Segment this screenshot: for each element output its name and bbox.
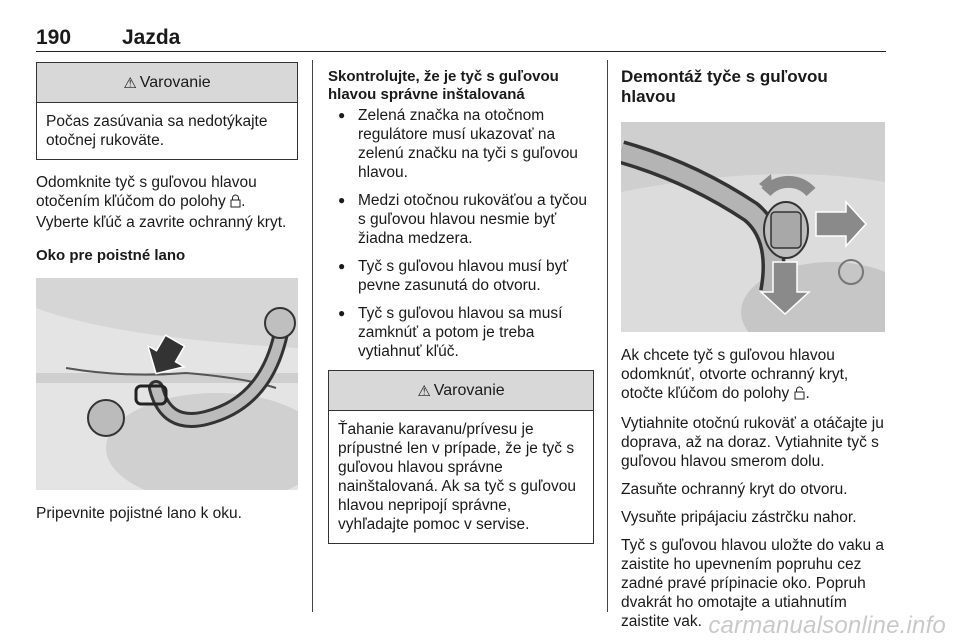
removal-step-1: Ak chcete tyč s guľovou hlavou odomknúť, otvorte ochranný kryt, otočte kľúčom do polohy . (621, 346, 885, 405)
column-divider-2 (607, 60, 608, 612)
list-item: ● Tyč s guľovou hlavou sa musí zamknúť a potom je treba vytiahnuť kľúč. (328, 304, 594, 361)
removal-step-4: Vysuňte pripájaciu zástrčku nahor. (621, 509, 857, 526)
warning-header (329, 371, 593, 411)
warning-box-1 (36, 62, 298, 160)
column-divider-1 (312, 60, 313, 612)
column-1 (36, 62, 298, 523)
warning-triangle-icon: ⚠ (123, 74, 137, 92)
watermark: carmanualsonline.info (708, 612, 946, 639)
close-cover-instruction: Vyberte kľúč a zavrite ochranný kryt. (36, 214, 287, 231)
warning-box-2 (328, 370, 594, 544)
lock-closed-icon (230, 194, 241, 213)
check-list (328, 106, 594, 361)
list-item: ● Zelená značka na otočnom regulátore musí ukazovať na zelenú značku na tyči s guľovou hlavou. (328, 106, 594, 182)
warning-title: Varovanie (139, 73, 211, 91)
check-heading: Skontrolujte, že je tyč s guľovou hlavou správne inštalovaná (328, 68, 559, 103)
removal-step-3: Zasuňte ochranný kryt do otvoru. (621, 481, 848, 498)
removal-step-5: Tyč s guľovou hlavou uložte do vaku a zaistite ho upevnením popruhu cez zadné pravé prípinacie oko. Popruh dvakrát ho omotajte a utiahnutím zaistite vak. (621, 537, 885, 630)
page-header (36, 24, 886, 52)
warning-header (37, 63, 297, 103)
eye-caption: Pripevnite pojistné lano k oku. (36, 505, 242, 522)
column-2 (328, 62, 594, 544)
figure-safety-eye (36, 278, 298, 490)
warning-text: Počas zasúvania sa nedotýkajte otočnej rukoväte. (46, 113, 268, 149)
removal-step-2: Vytiahnite otočnú rukoväť a otáčajte ju doprava, až na doraz. Vytiahnite tyč s guľovou hlavou smerom dolu. (621, 415, 884, 470)
warning-triangle-icon: ⚠ (417, 382, 431, 400)
warning-text: Ťahanie karavanu/prívesu je prípustné len v prípade, že je tyč s guľovou hlavou správne nainštalovaná. Ak sa tyč s guľovou hlavou nepripojí správne, vyhľadajte pomoc v servise. (338, 421, 577, 533)
figure-removal (621, 122, 885, 332)
warning-title: Varovanie (433, 381, 505, 399)
list-item: ● Tyč s guľovou hlavou musí byť pevne zasunutá do otvoru. (328, 257, 594, 295)
list-item: ● Medzi otočnou rukoväťou a tyčou s guľovou hlavou nesmie byť žiadna medzera. (328, 191, 594, 248)
eye-heading: Oko pre poistné lano (36, 247, 186, 264)
column-3 (621, 62, 885, 631)
removal-heading: Demontáž tyče s guľovou hlavou (621, 67, 828, 106)
lock-open-icon (794, 386, 806, 405)
page-number: 190 (36, 26, 72, 49)
section-title: Jazda (122, 26, 181, 49)
unlock-instruction: Odomknite tyč s guľovou hlavou otočením kľúčom do polohy . (36, 173, 298, 213)
